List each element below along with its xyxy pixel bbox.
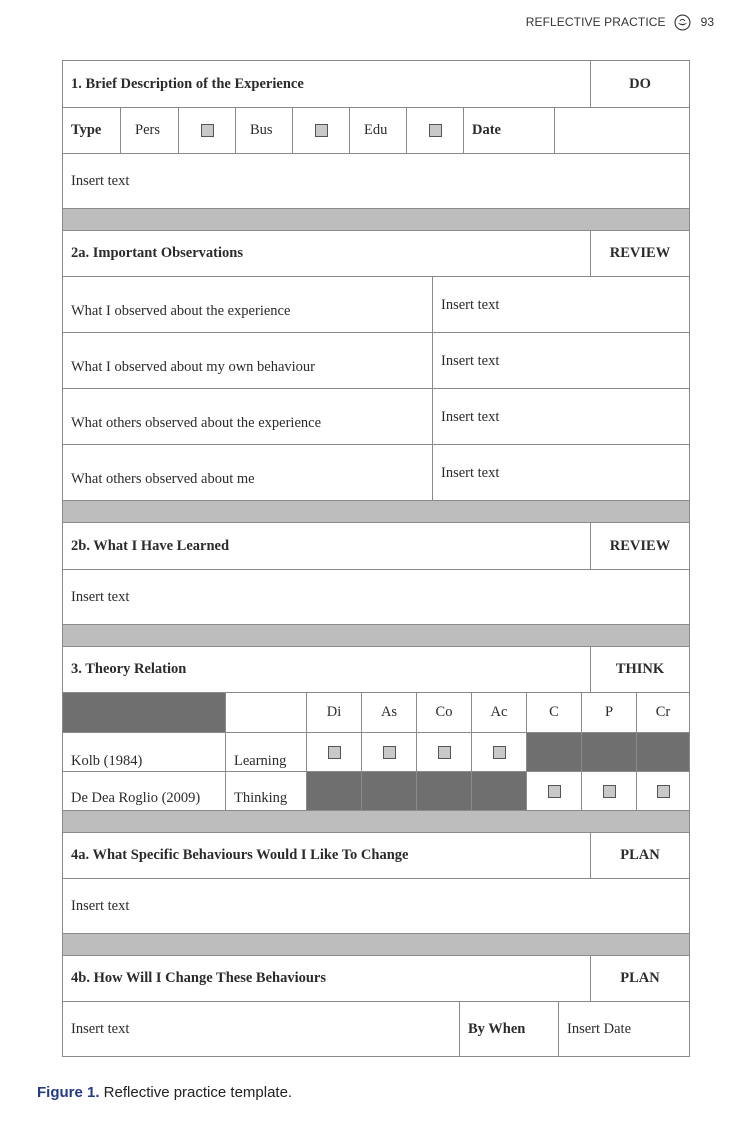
kolb-cr-blocked [637, 733, 689, 771]
section-1-text-field[interactable]: Insert text [71, 172, 130, 189]
kolb-co-checkbox-cell[interactable] [417, 733, 472, 771]
kolb-ac-checkbox-cell[interactable] [472, 733, 527, 771]
section-4b-header [62, 955, 690, 1001]
theory-kind-learning: Learning [226, 733, 307, 771]
section-1-header [62, 60, 690, 107]
type-bus-label: Bus [236, 108, 293, 153]
dedea-c-checkbox[interactable] [548, 785, 561, 798]
type-label: Type [63, 108, 121, 153]
dedea-p-checkbox[interactable] [603, 785, 616, 798]
section-4b-body [62, 1001, 690, 1057]
theory-col-header: Cr [655, 704, 671, 720]
section-2b-body [62, 569, 690, 624]
type-bus-checkbox[interactable] [315, 124, 328, 137]
section-4a-tag: PLAN [620, 847, 660, 863]
theory-col-header: C [527, 693, 582, 732]
section-4b-title: 4b. How Will I Change These Behaviours [63, 956, 591, 1001]
dedea-p-checkbox-cell[interactable] [582, 772, 637, 810]
theory-source-kolb: Kolb (1984) [63, 733, 226, 771]
theory-row-kolb [62, 732, 690, 771]
section-1-title: 1. Brief Description of the Experience [63, 61, 591, 107]
dedea-as-blocked [362, 772, 417, 810]
section-4a-text-field[interactable]: Insert text [71, 897, 130, 914]
dedea-di-blocked [307, 772, 362, 810]
section-4a-body [62, 878, 690, 933]
kolb-as-checkbox[interactable] [383, 746, 396, 759]
type-edu-checkbox-cell[interactable] [407, 108, 464, 153]
journal-logo-icon [674, 14, 691, 31]
kolb-di-checkbox[interactable] [328, 746, 341, 759]
section-4b-text-field[interactable]: Insert text [63, 1002, 460, 1056]
theory-row-dedea [62, 771, 690, 810]
observation-text-field[interactable]: Insert text [441, 409, 500, 425]
separator-band [62, 933, 690, 955]
figure-caption-text: Reflective practice template. [99, 1084, 293, 1101]
section-2b-header [62, 522, 690, 569]
section-4a-header [62, 832, 690, 878]
dedea-co-blocked [417, 772, 472, 810]
section-2a-tag: REVIEW [609, 245, 671, 261]
section-1-body [62, 153, 690, 208]
section-2b-tag: REVIEW [609, 537, 671, 554]
observation-row [62, 332, 690, 388]
figure-caption [37, 1084, 292, 1101]
kolb-c-blocked [527, 733, 582, 771]
theory-source-dedea: De Dea Roglio (2009) [63, 772, 226, 810]
type-row [62, 107, 690, 153]
theory-col-header: Co [417, 693, 472, 732]
type-pers-label: Pers [121, 108, 179, 153]
section-2b-text-field[interactable]: Insert text [71, 588, 130, 605]
by-when-date-field[interactable]: Insert Date [567, 1020, 632, 1037]
dedea-cr-checkbox[interactable] [657, 785, 670, 798]
observation-row [62, 444, 690, 500]
by-when-label: By When [460, 1002, 559, 1056]
theory-column-header-row [62, 692, 690, 732]
section-2a-title: 2a. Important Observations [63, 231, 591, 276]
section-4b-tag: PLAN [620, 970, 660, 986]
type-pers-checkbox-cell[interactable] [179, 108, 236, 153]
observation-row [62, 276, 690, 332]
type-pers-checkbox[interactable] [201, 124, 214, 137]
observation-row [62, 388, 690, 444]
kolb-co-checkbox[interactable] [438, 746, 451, 759]
journal-title: REFLECTIVE PRACTICE [525, 15, 666, 29]
section-3-tag: THINK [615, 661, 665, 677]
kolb-as-checkbox-cell[interactable] [362, 733, 417, 771]
observation-label: What others observed about me [63, 445, 433, 500]
date-label: Date [464, 108, 555, 153]
separator-band [62, 810, 690, 832]
section-4a-title: 4a. What Specific Behaviours Would I Like To Change [63, 833, 591, 878]
kolb-ac-checkbox[interactable] [493, 746, 506, 759]
dedea-cr-checkbox-cell[interactable] [637, 772, 689, 810]
theory-col-header: As [362, 693, 417, 732]
date-field[interactable] [555, 108, 689, 153]
kolb-di-checkbox-cell[interactable] [307, 733, 362, 771]
figure-label: Figure 1. [37, 1084, 100, 1101]
type-bus-checkbox-cell[interactable] [293, 108, 350, 153]
observation-label: What others observed about the experience [63, 389, 433, 444]
kolb-p-blocked [582, 733, 637, 771]
observation-label: What I observed about my own behaviour [63, 333, 433, 388]
theory-col-header: Ac [472, 693, 527, 732]
observation-text-field[interactable]: Insert text [441, 353, 500, 369]
section-2b-title: 2b. What I Have Learned [63, 523, 591, 569]
type-edu-label: Edu [350, 108, 407, 153]
reflective-template-form [62, 60, 690, 1057]
running-header [526, 13, 714, 31]
separator-band [62, 500, 690, 522]
section-3-title: 3. Theory Relation [63, 647, 591, 692]
observation-text-field[interactable]: Insert text [441, 465, 500, 481]
dedea-c-checkbox-cell[interactable] [527, 772, 582, 810]
observation-text-field[interactable]: Insert text [441, 297, 500, 313]
observation-label: What I observed about the experience [63, 277, 433, 332]
theory-kind-thinking: Thinking [226, 772, 307, 810]
section-2a-header [62, 230, 690, 276]
separator-band [62, 624, 690, 646]
theory-kind-header [226, 693, 307, 732]
page-number: 93 [700, 15, 714, 29]
type-edu-checkbox[interactable] [429, 124, 442, 137]
theory-col-header: Di [307, 693, 362, 732]
section-3-header [62, 646, 690, 692]
separator-band [62, 208, 690, 230]
theory-corner-cell [63, 693, 226, 732]
dedea-ac-blocked [472, 772, 527, 810]
section-1-tag: DO [629, 75, 651, 92]
theory-col-header: P [582, 693, 637, 732]
